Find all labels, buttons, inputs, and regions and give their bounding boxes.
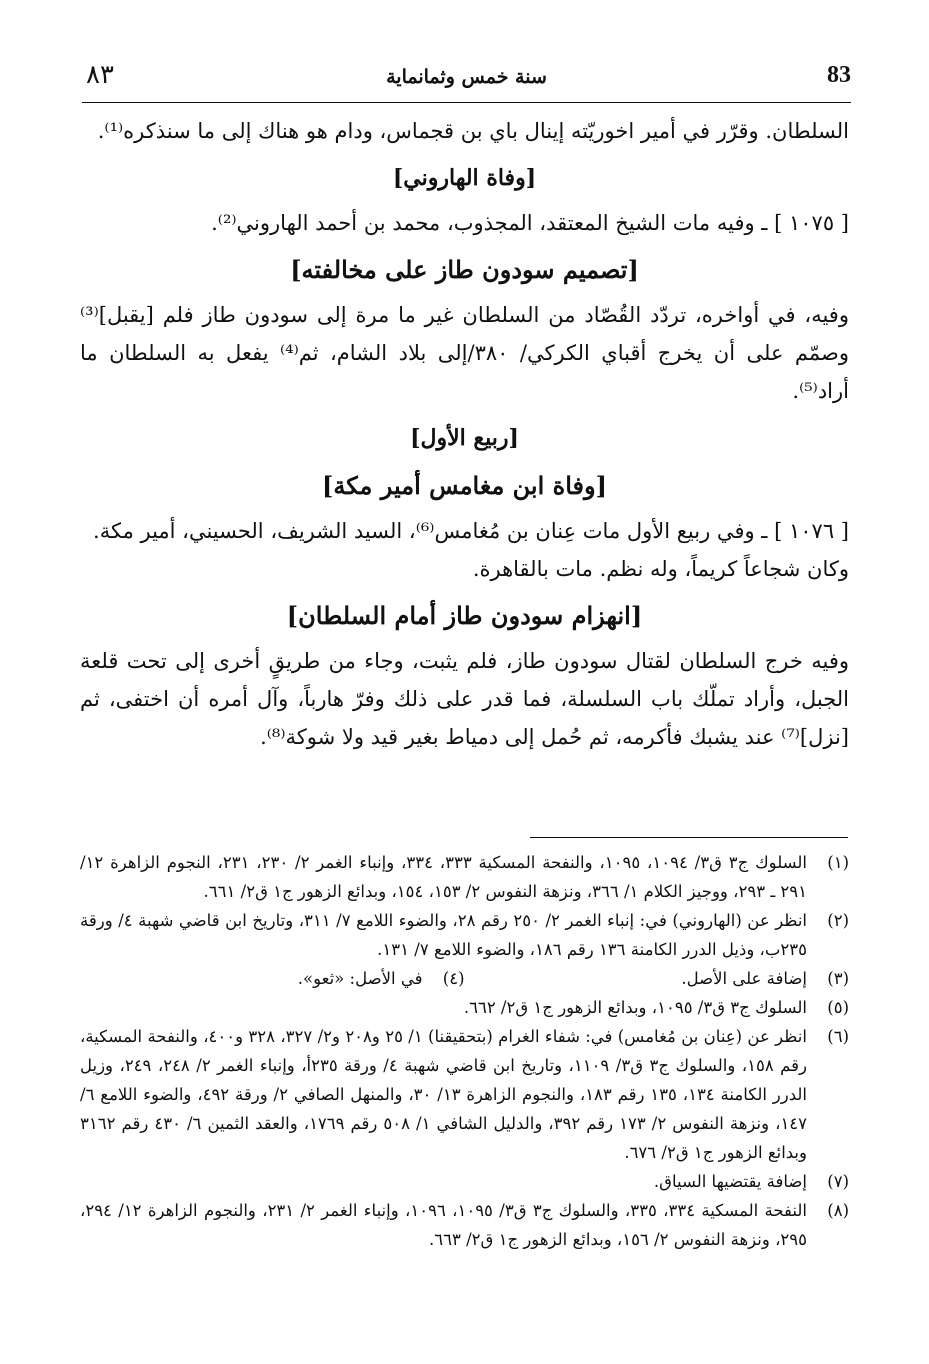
paragraph-intro: السلطان. وقرّر في أمير اخوريّته إينال باي بن قجماس، ودام هو هناك إلى ما سنذكره⁽¹⁾. bbox=[97, 119, 849, 143]
running-title: سنة خمس وثمانماية bbox=[386, 66, 547, 88]
footnote-text: السلوك ج٣ ق٣/ ١٠٩٥، وبدائع الزهور ج١ ق٢/ ٦٦٢. bbox=[463, 998, 807, 1017]
main-text bbox=[80, 112, 849, 756]
entry-1076-cont: وكان شجاعاً كريماً، وله نظم. مات بالقاهرة. bbox=[472, 557, 849, 581]
heading-inhizam: [انهزام سودون طاز أمام السلطان] bbox=[286, 601, 643, 630]
footnote bbox=[80, 906, 849, 964]
footnote bbox=[80, 848, 849, 906]
footnote-number: (٨) bbox=[827, 1201, 849, 1220]
footnote-number: (٧) bbox=[827, 1172, 849, 1191]
footnote bbox=[80, 1196, 849, 1254]
page-number-arabic: ٨٣ bbox=[86, 60, 114, 90]
heading-ibn-mughamis: [وفاة ابن مغامس أمير مكة] bbox=[322, 471, 607, 500]
entry-1075: [ ١٠٧٥ ] ـ وفيه مات الشيخ المعتقد، المجذوب، محمد بن أحمد الهاروني⁽²⁾. bbox=[211, 211, 849, 235]
page-header bbox=[82, 58, 851, 103]
heading-harawani: [وفاة الهاروني] bbox=[392, 165, 537, 191]
footnote-number: (٣) bbox=[827, 969, 849, 988]
footnote bbox=[80, 964, 465, 993]
footnote-text: انظر عن (الهاروني) في: إنباء الغمر ٢/ ٢٥٠ رقم ٢٨، والضوء اللامع ٧/ ٣١١، وتاريخ ابن قاضي شهبة ٤/ ورقة ٢٣٥ب، وذيل الدرر الكامنة ١٣٦ رقم ١٨٦، والضوء اللامع ٧/ ١٣١. bbox=[80, 911, 808, 959]
footnote-number: (٥) bbox=[827, 998, 849, 1017]
footnote bbox=[465, 964, 850, 993]
footnote-text: انظر عن (عِنان بن مُغامس) في: شفاء الغرام (بتحقيقنا) ١/ ٢٥ و٢٠٨ و٢/ ٣٢٧، ٣٢٨ و٤٠٠، والنفحة المسكية، رقم ١٥٨، والسلوك ج٣ ق٣/ ١١٠٩، وتاريخ ابن قاضي شهبة ٤/ ورقة ٢٣٥أ، وإنباء الغمر ٢/ ٢٤٨، ٢٤٩، وزيل الدرر الكامنة ١٣٤، ١٣٥ رقم ١٨٣، والنجوم الزاهرة ١٣/ ٣٠، والمنهل الصافي ٢/ ورقة ٤٩٢، والضوء اللامع ٦/ ١٤٧، ونزهة النفوس ٢/ ١٧٣ رقم ٣٩٢، والدليل الشافي ١/ ٥٠٨ رقم ١٧٦٩، والعقد الثمين ٦/ ٤٣٠ رقم ٣١٦٢ وبدائع الزهور ج١ ق٢/ ٦٧٦. bbox=[80, 1027, 808, 1162]
entry-1076: [ ١٠٧٦ ] ـ وفي ربيع الأول مات عِنان بن مُغامس⁽⁶⁾، السيد الشريف، الحسيني، أمير مكة. bbox=[93, 519, 849, 543]
footnote-text: إضافة يقتضيها السياق. bbox=[653, 1172, 807, 1191]
footnote-number: (٢) bbox=[827, 911, 849, 930]
footnote bbox=[80, 1022, 849, 1167]
footnote-text: النفحة المسكية ٣٣٤، ٣٣٥، والسلوك ج٣ ق٣/ ١٠٩٥، ١٠٩٦، وإنباء الغمر ٢/ ٢٣١، والنجوم الزاهرة ١٢/ ٢٩٤، ٢٩٥، ونزهة النفوس ٢/ ١٥٦، وبدائع الزهور ج١ ق٢/ ٦٦٣. bbox=[80, 1201, 807, 1249]
footnote-number: (١) bbox=[827, 853, 849, 872]
footnote-number: (٤) bbox=[442, 969, 465, 988]
footnote-text: في الأصل: «ثعو». bbox=[297, 969, 423, 988]
heading-tasmim: [تصميم سودون طاز على مخالفته] bbox=[290, 255, 639, 284]
page-number-latin: 83 bbox=[827, 62, 851, 88]
footnote-text: إضافة على الأصل. bbox=[681, 969, 807, 988]
footnote-separator bbox=[530, 837, 848, 838]
paragraph-inhizam: وفيه خرج السلطان لقتال سودون طاز، فلم يثبت، وجاء من طريقٍ أخرى إلى تحت قلعة الجبل، وأراد تملّك باب السلسلة، فما قدر على ذلك وفرّ هارباً، وآل أمره أن اختفى، ثم [نزل]⁽⁷⁾ عند يشبك فأكرمه، ثم حُمل إلى دمياط بغير قيد ولا شوكة⁽⁸⁾. bbox=[80, 649, 849, 749]
heading-rabi-al-awwal: [ربيع الأول] bbox=[410, 425, 519, 451]
footnote-number: (٦) bbox=[827, 1027, 849, 1046]
footnotes bbox=[80, 848, 849, 1254]
footnote-text: السلوك ج٣ ق٣/ ١٠٩٤، ١٠٩٥، والنفحة المسكية ٣٣٣، ٣٣٤، وإنباء الغمر ٢/ ٢٣٠، ٢٣١، النجوم الزاهرة ١٢/ ٢٩١ ـ ٢٩٣، ووجيز الكلام ١/ ٣٦٦، ونزهة النفوس ٢/ ١٥٣، ١٥٤، وبدائع الزهور ج١ ق٢/ ٦٦١. bbox=[80, 853, 807, 901]
footnote-pair bbox=[80, 964, 849, 993]
paragraph-tasmim: وفيه، في أواخره، تردّد القُصّاد من السلطان غير ما مرة إلى سودون طاز فلم [يقبل]⁽³⁾ وصمّم على أن يخرج أقباي الكركي/ ٣٨٠/إلى بلاد الشام، ثم⁽⁴⁾ يفعل به السلطان ما أراد⁽⁵⁾. bbox=[80, 303, 850, 403]
footnote bbox=[80, 1167, 849, 1196]
footnote bbox=[80, 993, 849, 1022]
